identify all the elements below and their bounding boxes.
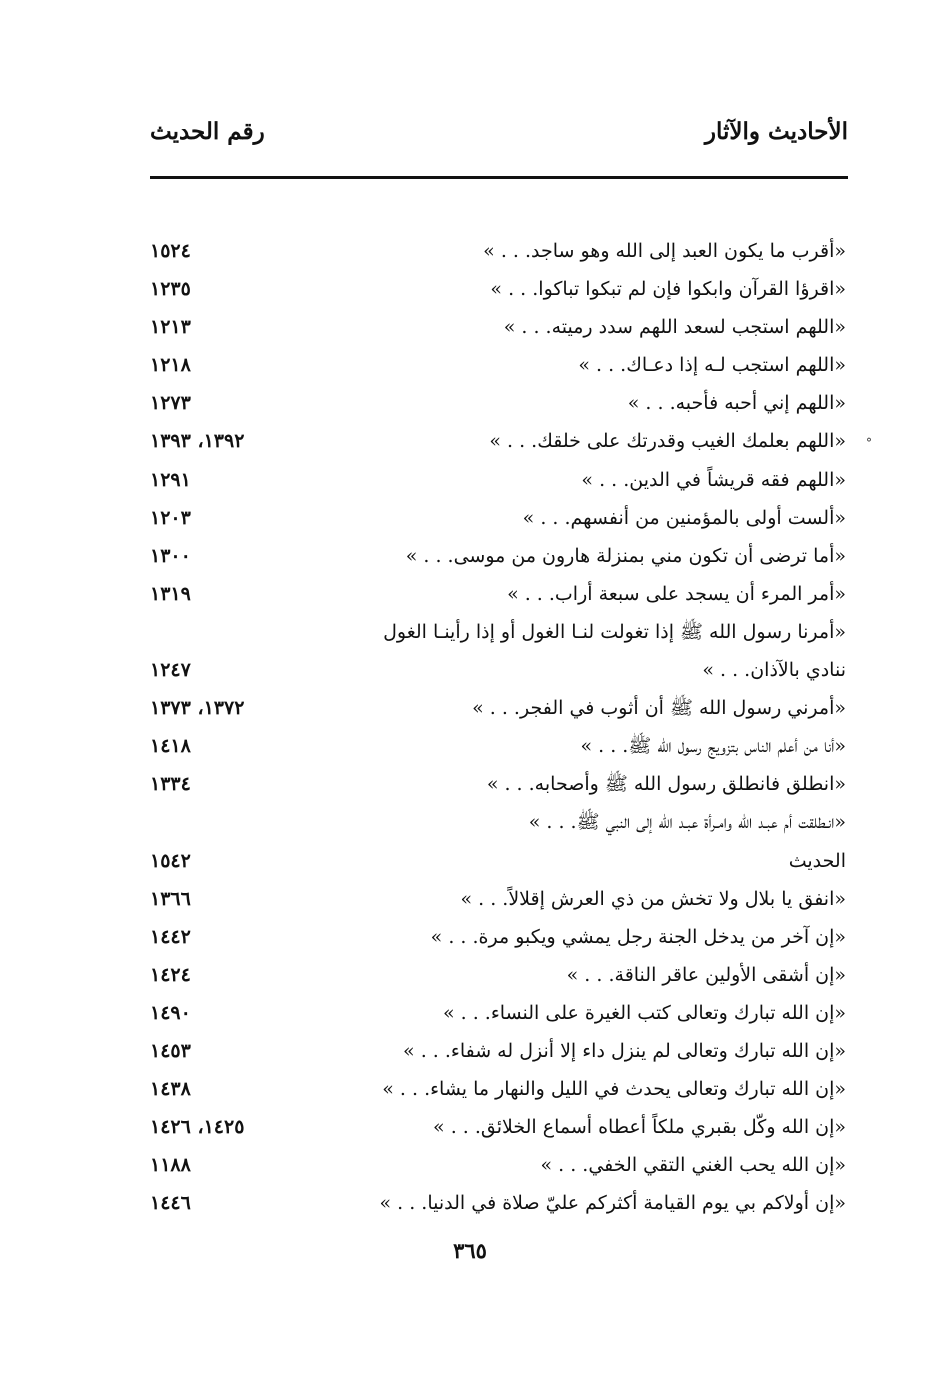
index-entry	[0, 958, 940, 996]
index-entry	[0, 1072, 940, 1110]
header-rule	[150, 176, 848, 179]
index-entry	[0, 348, 940, 386]
index-entry	[0, 615, 940, 653]
hadith-text: «إن الله وكّل بقبري ملكاً أعطاه أسماع الخلائق. . . »	[433, 1116, 846, 1139]
hadith-text: «إن الله تبارك وتعالى كتب الغيرة على النساء. . . »	[442, 1001, 846, 1024]
page-header	[150, 118, 848, 158]
index-entry	[0, 1034, 940, 1072]
index-entry	[0, 1148, 940, 1186]
index-entry	[0, 1110, 940, 1148]
hadith-text: «إن آخر من يدخل الجنة رجل يمشي ويكبو مرة. . . »	[430, 925, 846, 948]
index-entry	[0, 539, 940, 577]
page-number: ٣٦٥	[453, 1238, 487, 1263]
hadith-text: «انـطلقت أم عبـد الله وامـرأة عبـد الله إلى النبي ﷺ. . . »	[528, 811, 846, 834]
hadith-text: ننادي بالآذان. . . »	[702, 659, 846, 682]
hadith-text: «انطلق فانطلق رسول الله ﷺ وأصحابه. . . »	[486, 773, 846, 796]
index-entry	[0, 920, 940, 958]
hadith-text: الحديث	[788, 849, 846, 872]
hadith-number: ١٣١٩	[150, 582, 191, 605]
index-entry	[0, 653, 940, 691]
hadith-number: ١٤١٨	[150, 735, 191, 758]
hadith-number: ١٢٠٣	[150, 506, 191, 529]
index-entry	[0, 805, 940, 843]
index-entry	[0, 844, 940, 882]
hadith-number: ١٤٣٨	[150, 1078, 191, 1101]
index-entry	[0, 501, 940, 539]
hadith-text: «إن الله يحب الغني التقي الخفي. . . »	[540, 1154, 846, 1177]
hadith-text: «ألست أولى بالمؤمنين من أنفسهم. . . »	[522, 506, 846, 529]
column-label: رقم الحديث	[150, 118, 265, 145]
hadith-number: ١٢٩١	[150, 468, 191, 491]
index-entry	[0, 1186, 940, 1224]
hadith-number: ١٤٤٦	[150, 1192, 191, 1215]
index-entry	[0, 310, 940, 348]
hadith-text: «اللهم إني أحبه فأحبه. . . »	[627, 392, 846, 415]
hadith-text: «أمر المرء أن يسجد على سبعة أراب. . . »	[507, 582, 846, 605]
hadith-number: ١٣٩٢، ١٣٩٣	[150, 430, 245, 453]
hadith-number: ١٤٤٢	[150, 925, 191, 948]
margin-mark: °	[866, 436, 872, 450]
hadith-index-list	[0, 234, 940, 1224]
hadith-number: ١٥٤٢	[150, 849, 191, 872]
hadith-text: «أمرنا رسول الله ﷺ إذا تغولت لنـا الغول أو إذا رأينـا الغول	[383, 620, 846, 643]
hadith-text: «إن الله تبارك وتعالى يحدث في الليل والنهار ما يشاء. . . »	[382, 1078, 846, 1101]
hadith-text: «إن الله تبارك وتعالى لم ينزل داء إلا أنزل له شفاء. . . »	[403, 1039, 846, 1062]
hadith-number: ١١٨٨	[150, 1154, 191, 1177]
index-entry	[0, 577, 940, 615]
index-entry	[0, 729, 940, 767]
hadith-number: ١٣٧٢، ١٣٧٣	[150, 697, 245, 720]
index-entry	[0, 882, 940, 920]
hadith-number: ١٤٢٥، ١٤٢٦	[150, 1116, 245, 1139]
hadith-number: ١٤٥٣	[150, 1039, 191, 1062]
page-title: الأحاديث والآثار	[704, 118, 848, 145]
hadith-number: ١٣٠٠	[150, 544, 191, 567]
hadith-text: «اللهم فقه قريشاً في الدين. . . »	[581, 468, 846, 491]
hadith-text: «اقرؤا القرآن وابكوا فإن لم تبكوا تباكوا. . . »	[490, 278, 846, 301]
hadith-text: «أمرني رسول الله ﷺ أن أثوب في الفجر. . . »	[472, 697, 846, 720]
hadith-text: «أقرب ما يكون العبد إلى الله وهو ساجد. . . »	[483, 240, 846, 262]
index-entry	[0, 996, 940, 1034]
index-entry	[0, 272, 940, 310]
hadith-number: ١٤٩٠	[150, 1001, 191, 1024]
hadith-text: «أنا من أعلم الناس بتزويج رسول الله ﷺ. . . »	[580, 735, 846, 758]
hadith-number: ١٣٦٦	[150, 887, 191, 910]
index-entry	[0, 767, 940, 805]
hadith-text: «أما ترضى أن تكون مني بمنزلة هارون من موسى. . . »	[405, 544, 846, 567]
hadith-number: ١٢٣٥	[150, 278, 191, 301]
index-entry	[0, 234, 940, 272]
index-entry	[0, 386, 940, 424]
hadith-text: «انفق يا بلال ولا تخش من ذي العرش إقلالاً. . . »	[460, 887, 846, 910]
hadith-text: «اللهم استجب لسعد اللهم سدد رميته. . . »	[503, 316, 846, 339]
hadith-number: ١٢١٨	[150, 354, 191, 377]
hadith-text: «إن أشقى الأولين عاقر الناقة. . . »	[566, 963, 846, 986]
index-entry	[0, 463, 940, 501]
index-entry	[0, 424, 940, 462]
hadith-text: «اللهم بعلمك الغيب وقدرتك على خلقك. . . »	[489, 430, 846, 453]
hadith-number: ١٢١٣	[150, 316, 191, 339]
index-entry	[0, 691, 940, 729]
hadith-number: ١٢٧٣	[150, 392, 191, 415]
hadith-text: «إن أولاكم بي يوم القيامة أكثركم عليّ صلاة في الدنيا. . . »	[379, 1192, 846, 1215]
hadith-number: ١٢٤٧	[150, 659, 191, 682]
hadith-number: ١٣٣٤	[150, 773, 191, 796]
hadith-number: ١٥٢٤	[150, 240, 191, 262]
hadith-text: «اللهم استجب لـه إذا دعـاك. . . »	[578, 354, 846, 377]
hadith-number: ١٤٢٤	[150, 963, 191, 986]
